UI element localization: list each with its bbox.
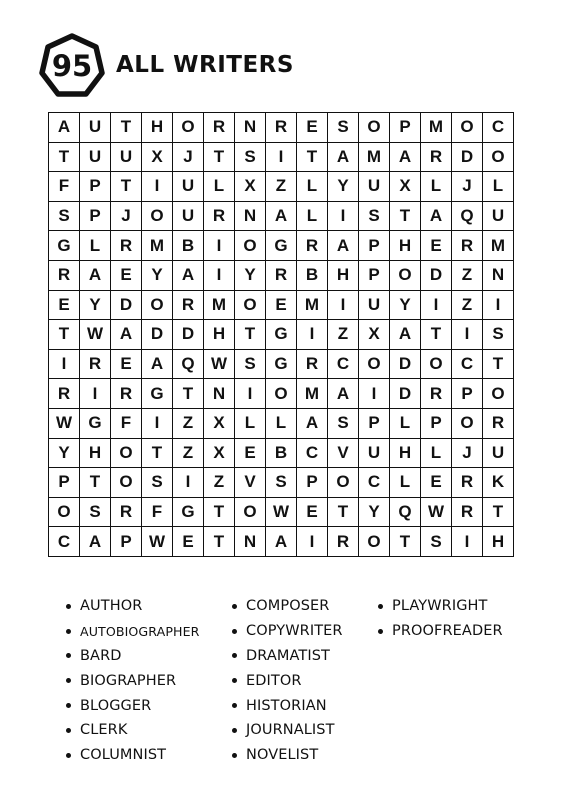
grid-cell[interactable]: I (80, 379, 111, 409)
word-list-item (232, 693, 343, 718)
word-label: NOVELIST (246, 747, 319, 764)
grid-cell[interactable]: Y (328, 172, 359, 202)
word-label: CLERK (80, 722, 128, 739)
grid-cell[interactable]: Z (266, 172, 297, 202)
grid-cell[interactable]: A (111, 320, 142, 350)
grid-cell[interactable]: R (49, 260, 80, 290)
grid-cell[interactable]: U (80, 142, 111, 172)
grid-cell[interactable]: Z (328, 320, 359, 350)
grid-cell[interactable]: E (297, 113, 328, 143)
grid-cell[interactable]: G (80, 408, 111, 438)
grid-cell[interactable]: L (297, 172, 328, 202)
grid-cell[interactable]: L (80, 231, 111, 261)
grid-cell[interactable]: T (204, 497, 235, 527)
grid-cell[interactable]: P (452, 379, 483, 409)
word-list-item (232, 718, 343, 743)
grid-cell[interactable]: S (421, 527, 452, 557)
word-list-item (66, 668, 200, 693)
grid-cell[interactable]: G (266, 349, 297, 379)
grid-cell[interactable]: E (111, 260, 142, 290)
grid-cell[interactable]: M (297, 290, 328, 320)
grid-cell[interactable]: P (390, 113, 421, 143)
grid-cell[interactable]: M (483, 231, 514, 261)
word-list-item (232, 743, 343, 768)
grid-cell[interactable]: R (80, 349, 111, 379)
grid-cell[interactable]: W (421, 497, 452, 527)
grid-cell[interactable]: P (80, 172, 111, 202)
grid-cell[interactable]: R (421, 379, 452, 409)
grid-cell[interactable]: T (421, 320, 452, 350)
grid-cell[interactable]: X (235, 172, 266, 202)
grid-row (49, 497, 514, 527)
word-label: BLOGGER (80, 697, 152, 714)
grid-cell[interactable]: I (297, 527, 328, 557)
grid-row (49, 113, 514, 143)
word-list-item (66, 693, 200, 718)
grid-row (49, 172, 514, 202)
grid-cell[interactable]: H (390, 231, 421, 261)
grid-cell[interactable]: N (235, 113, 266, 143)
grid-cell[interactable]: L (390, 408, 421, 438)
bullet-icon (232, 703, 237, 708)
word-label: COLUMNIST (80, 747, 167, 764)
grid-cell[interactable]: L (390, 468, 421, 498)
word-label: EDITOR (246, 672, 302, 689)
grid-cell[interactable]: O (452, 408, 483, 438)
bullet-icon (66, 678, 71, 683)
grid-cell[interactable]: D (452, 142, 483, 172)
grid-cell[interactable]: O (173, 113, 204, 143)
word-list-item (378, 594, 503, 619)
grid-cell[interactable]: T (235, 320, 266, 350)
grid-cell[interactable]: J (111, 201, 142, 231)
grid-cell[interactable]: X (390, 172, 421, 202)
bullet-icon (66, 604, 71, 609)
grid-cell[interactable]: D (421, 260, 452, 290)
grid-cell[interactable]: E (173, 527, 204, 557)
bullet-icon (378, 604, 383, 609)
grid-cell[interactable]: A (80, 527, 111, 557)
grid-cell[interactable]: I (266, 142, 297, 172)
grid-cell[interactable]: R (483, 408, 514, 438)
word-list-column-2 (232, 594, 343, 768)
grid-cell[interactable]: T (49, 320, 80, 350)
grid-cell[interactable]: N (235, 527, 266, 557)
grid-cell[interactable]: S (235, 349, 266, 379)
letter-grid (48, 112, 514, 557)
grid-cell[interactable]: W (49, 408, 80, 438)
bullet-icon (232, 653, 237, 658)
grid-cell[interactable]: X (204, 438, 235, 468)
grid-cell[interactable]: Z (452, 290, 483, 320)
grid-cell[interactable]: R (266, 260, 297, 290)
grid-cell[interactable]: I (204, 231, 235, 261)
grid-cell[interactable]: X (359, 320, 390, 350)
grid-cell[interactable]: I (328, 290, 359, 320)
grid-cell[interactable]: N (204, 379, 235, 409)
grid-cell[interactable]: W (266, 497, 297, 527)
grid-cell[interactable]: L (421, 172, 452, 202)
word-label: AUTHOR (80, 598, 143, 615)
grid-cell[interactable]: U (359, 172, 390, 202)
grid-cell[interactable]: T (49, 142, 80, 172)
grid-cell[interactable]: R (173, 290, 204, 320)
grid-cell[interactable]: U (359, 290, 390, 320)
grid-cell[interactable]: P (359, 260, 390, 290)
grid-cell[interactable]: U (111, 142, 142, 172)
word-list-column-1 (66, 594, 200, 768)
grid-cell[interactable]: Y (49, 438, 80, 468)
word-list-column-3 (378, 594, 503, 644)
grid-cell[interactable]: K (483, 468, 514, 498)
bullet-icon (66, 753, 71, 758)
word-label: AUTOBIOGRAPHER (80, 623, 200, 639)
grid-cell[interactable]: W (142, 527, 173, 557)
grid-cell[interactable]: T (297, 142, 328, 172)
word-label: PLAYWRIGHT (392, 598, 488, 615)
grid-cell[interactable]: M (204, 290, 235, 320)
grid-cell[interactable]: A (49, 113, 80, 143)
grid-cell[interactable]: R (204, 113, 235, 143)
grid-row (49, 408, 514, 438)
grid-cell[interactable]: I (452, 320, 483, 350)
word-list-item (66, 594, 200, 619)
grid-cell[interactable]: M (142, 231, 173, 261)
grid-cell[interactable]: A (266, 201, 297, 231)
grid-cell[interactable]: T (80, 468, 111, 498)
grid-cell[interactable]: I (142, 172, 173, 202)
grid-cell[interactable]: X (142, 142, 173, 172)
grid-cell[interactable]: E (266, 290, 297, 320)
grid-cell[interactable]: O (49, 497, 80, 527)
puzzle-number-badge (39, 33, 105, 99)
grid-cell[interactable]: P (297, 468, 328, 498)
grid-cell[interactable]: F (142, 497, 173, 527)
grid-cell[interactable]: T (328, 497, 359, 527)
grid-cell[interactable]: H (483, 527, 514, 557)
grid-cell[interactable]: I (142, 408, 173, 438)
grid-row (49, 527, 514, 557)
grid-cell[interactable]: U (173, 201, 204, 231)
grid-cell[interactable]: J (452, 172, 483, 202)
grid-cell[interactable]: R (452, 468, 483, 498)
grid-cell[interactable]: F (49, 172, 80, 202)
grid-cell[interactable]: O (328, 468, 359, 498)
grid-cell[interactable]: A (328, 142, 359, 172)
grid-cell[interactable]: S (483, 320, 514, 350)
bullet-icon (232, 678, 237, 683)
grid-cell[interactable]: Q (452, 201, 483, 231)
bullet-icon (378, 629, 383, 634)
grid-cell[interactable]: A (390, 320, 421, 350)
grid-cell[interactable]: O (483, 142, 514, 172)
grid-cell[interactable]: S (328, 408, 359, 438)
grid-cell[interactable]: E (49, 290, 80, 320)
grid-cell[interactable]: L (266, 408, 297, 438)
grid-cell[interactable]: Y (235, 260, 266, 290)
word-list-item (66, 644, 200, 669)
grid-row (49, 438, 514, 468)
grid-cell[interactable]: Z (173, 408, 204, 438)
grid-row (49, 468, 514, 498)
grid-cell[interactable]: D (390, 379, 421, 409)
grid-cell[interactable]: A (80, 260, 111, 290)
grid-row (49, 260, 514, 290)
grid-cell[interactable]: C (483, 113, 514, 143)
grid-cell[interactable]: O (483, 379, 514, 409)
grid-cell[interactable]: T (204, 142, 235, 172)
grid-cell[interactable]: O (111, 468, 142, 498)
grid-cell[interactable]: O (235, 290, 266, 320)
grid-cell[interactable]: E (111, 349, 142, 379)
grid-cell[interactable]: U (80, 113, 111, 143)
grid-cell[interactable]: A (266, 527, 297, 557)
grid-cell[interactable]: J (173, 142, 204, 172)
grid-cell[interactable]: B (297, 260, 328, 290)
grid-cell[interactable]: H (80, 438, 111, 468)
grid-cell[interactable]: T (111, 172, 142, 202)
bullet-icon (232, 728, 237, 733)
word-label: BARD (80, 647, 122, 664)
grid-cell[interactable]: G (266, 231, 297, 261)
grid-cell[interactable]: Z (452, 260, 483, 290)
grid-cell[interactable]: N (483, 260, 514, 290)
grid-row (49, 379, 514, 409)
grid-cell[interactable]: O (359, 349, 390, 379)
grid-cell[interactable]: O (359, 527, 390, 557)
bullet-icon (232, 753, 237, 758)
grid-cell[interactable]: T (173, 379, 204, 409)
grid-cell[interactable]: H (390, 438, 421, 468)
grid-cell[interactable]: G (142, 379, 173, 409)
grid-cell[interactable]: T (111, 113, 142, 143)
grid-cell[interactable]: Q (173, 349, 204, 379)
grid-cell[interactable]: L (297, 201, 328, 231)
grid-cell[interactable]: F (111, 408, 142, 438)
word-label: DRAMATIST (246, 647, 330, 664)
word-list-item (66, 718, 200, 743)
grid-cell[interactable]: B (266, 438, 297, 468)
grid-cell[interactable]: C (49, 527, 80, 557)
grid-cell[interactable]: X (204, 408, 235, 438)
grid-cell[interactable]: D (173, 320, 204, 350)
grid-cell[interactable]: C (359, 468, 390, 498)
grid-cell[interactable]: U (359, 438, 390, 468)
word-label: COPYWRITER (246, 623, 343, 640)
grid-cell[interactable]: P (49, 468, 80, 498)
grid-cell[interactable]: S (80, 497, 111, 527)
grid-cell[interactable]: C (328, 349, 359, 379)
grid-cell[interactable]: M (421, 113, 452, 143)
grid-cell[interactable]: H (142, 113, 173, 143)
grid-cell[interactable]: O (235, 497, 266, 527)
word-list-item (378, 619, 503, 644)
grid-cell[interactable]: L (204, 172, 235, 202)
grid-cell[interactable]: G (49, 231, 80, 261)
grid-cell[interactable]: I (235, 379, 266, 409)
word-list-item (232, 619, 343, 644)
grid-cell[interactable]: O (142, 290, 173, 320)
word-list-item (232, 594, 343, 619)
word-list-item (232, 644, 343, 669)
grid-cell[interactable]: C (297, 438, 328, 468)
grid-cell[interactable]: R (266, 113, 297, 143)
grid-cell[interactable]: S (266, 468, 297, 498)
grid-cell[interactable]: W (204, 349, 235, 379)
grid-cell[interactable]: O (421, 349, 452, 379)
grid-row (49, 320, 514, 350)
grid-cell[interactable]: R (452, 231, 483, 261)
grid-cell[interactable]: T (204, 527, 235, 557)
grid-cell[interactable]: U (483, 201, 514, 231)
grid-cell[interactable]: O (235, 231, 266, 261)
grid-cell[interactable]: G (173, 497, 204, 527)
grid-cell[interactable]: G (266, 320, 297, 350)
grid-cell[interactable]: I (483, 290, 514, 320)
grid-row (49, 290, 514, 320)
word-list-item (66, 743, 200, 768)
grid-cell[interactable]: H (204, 320, 235, 350)
grid-cell[interactable]: R (204, 201, 235, 231)
grid-row (49, 349, 514, 379)
grid-cell[interactable]: A (297, 408, 328, 438)
grid-cell[interactable]: O (359, 113, 390, 143)
grid-cell[interactable]: A (142, 349, 173, 379)
grid-cell[interactable]: L (421, 438, 452, 468)
grid-cell[interactable]: U (173, 172, 204, 202)
grid-cell[interactable]: I (204, 260, 235, 290)
grid-cell[interactable]: R (49, 379, 80, 409)
grid-cell[interactable]: H (328, 260, 359, 290)
grid-cell[interactable]: P (421, 408, 452, 438)
grid-cell[interactable]: O (142, 201, 173, 231)
grid-cell[interactable]: I (328, 201, 359, 231)
grid-cell[interactable]: R (328, 527, 359, 557)
grid-cell[interactable]: T (483, 349, 514, 379)
grid-row (49, 231, 514, 261)
grid-cell[interactable]: V (235, 468, 266, 498)
grid-cell[interactable]: M (359, 142, 390, 172)
word-list-item (66, 619, 200, 644)
grid-cell[interactable]: R (111, 231, 142, 261)
grid-cell[interactable]: R (111, 497, 142, 527)
grid-cell[interactable]: E (421, 468, 452, 498)
bullet-icon (66, 629, 71, 634)
grid-cell[interactable]: E (235, 438, 266, 468)
grid-cell[interactable]: A (328, 231, 359, 261)
grid-cell[interactable]: Z (204, 468, 235, 498)
grid-cell[interactable]: L (483, 172, 514, 202)
grid-cell[interactable]: S (142, 468, 173, 498)
grid-cell[interactable]: M (297, 379, 328, 409)
grid-cell[interactable]: Y (142, 260, 173, 290)
grid-cell[interactable]: V (328, 438, 359, 468)
grid-cell[interactable]: D (111, 290, 142, 320)
grid-cell[interactable]: J (452, 438, 483, 468)
grid-cell[interactable]: R (297, 349, 328, 379)
word-label: PROOFREADER (392, 623, 503, 640)
grid-cell[interactable]: L (235, 408, 266, 438)
grid-cell[interactable]: W (80, 320, 111, 350)
grid-cell[interactable]: P (111, 527, 142, 557)
grid-cell[interactable]: D (390, 349, 421, 379)
grid-cell[interactable]: I (297, 320, 328, 350)
grid-row (49, 142, 514, 172)
word-list-item (232, 668, 343, 693)
grid-row (49, 201, 514, 231)
word-label: HISTORIAN (246, 697, 327, 714)
grid-cell[interactable]: O (111, 438, 142, 468)
word-label: BIOGRAPHER (80, 672, 177, 689)
grid-cell[interactable]: U (483, 438, 514, 468)
puzzle-title: ALL WRITERS (116, 52, 294, 78)
grid-cell[interactable]: T (390, 201, 421, 231)
grid-cell[interactable]: Q (390, 497, 421, 527)
grid-cell[interactable]: E (297, 497, 328, 527)
word-list (0, 594, 565, 784)
grid-cell[interactable]: A (421, 201, 452, 231)
grid-cell[interactable]: R (297, 231, 328, 261)
word-label: COMPOSER (246, 598, 330, 615)
grid-cell[interactable]: Y (359, 497, 390, 527)
grid-cell[interactable]: T (390, 527, 421, 557)
grid-cell[interactable]: O (390, 260, 421, 290)
grid-cell[interactable]: D (142, 320, 173, 350)
grid-cell[interactable]: Y (80, 290, 111, 320)
grid-cell[interactable]: P (359, 408, 390, 438)
grid-cell[interactable]: S (328, 113, 359, 143)
grid-cell[interactable]: R (452, 497, 483, 527)
grid-cell[interactable]: I (421, 290, 452, 320)
puzzle-number: 95 (51, 49, 93, 83)
grid-cell[interactable]: S (359, 201, 390, 231)
grid-cell[interactable]: R (111, 379, 142, 409)
grid-cell[interactable]: A (328, 379, 359, 409)
grid-cell[interactable]: T (483, 497, 514, 527)
grid-cell[interactable]: C (452, 349, 483, 379)
grid-cell[interactable]: P (80, 201, 111, 231)
grid-cell[interactable]: Z (173, 438, 204, 468)
bullet-icon (66, 728, 71, 733)
grid-cell[interactable]: I (173, 468, 204, 498)
bullet-icon (66, 703, 71, 708)
grid-cell[interactable]: N (235, 201, 266, 231)
grid-cell[interactable]: B (173, 231, 204, 261)
grid-cell[interactable]: O (266, 379, 297, 409)
grid-cell[interactable]: Y (390, 290, 421, 320)
grid-cell[interactable]: I (359, 379, 390, 409)
grid-cell[interactable]: I (49, 349, 80, 379)
grid-cell[interactable]: T (142, 438, 173, 468)
grid-cell[interactable]: A (390, 142, 421, 172)
grid-cell[interactable]: O (452, 113, 483, 143)
grid-cell[interactable]: S (49, 201, 80, 231)
grid-cell[interactable]: I (452, 527, 483, 557)
bullet-icon (232, 629, 237, 634)
grid-cell[interactable]: P (359, 231, 390, 261)
grid-cell[interactable]: A (173, 260, 204, 290)
grid-cell[interactable]: E (421, 231, 452, 261)
grid-cell[interactable]: R (421, 142, 452, 172)
bullet-icon (232, 604, 237, 609)
bullet-icon (66, 653, 71, 658)
grid-cell[interactable]: S (235, 142, 266, 172)
word-label: JOURNALIST (246, 722, 335, 739)
